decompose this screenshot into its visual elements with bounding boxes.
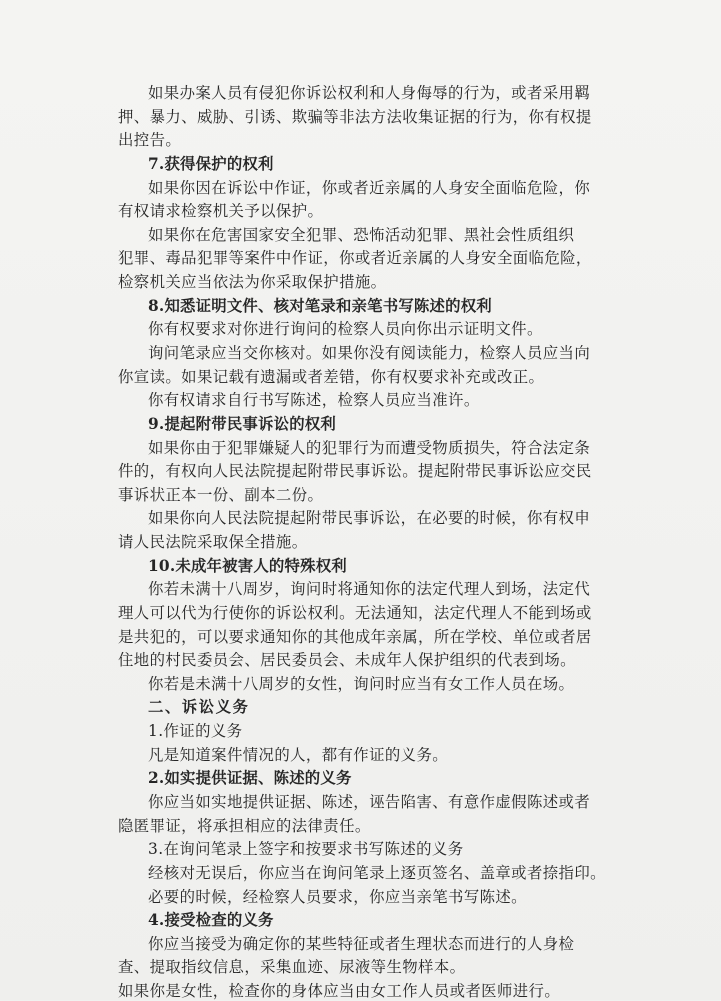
body-paragraph-line: 如果办案人员有侵犯你诉讼权利和人身侮辱的行为，或者采用羁 [148,84,591,102]
body-paragraph-line: 事诉状正本一份、副本二份。 [118,485,324,504]
body-paragraph-line: 经核对无误后，你应当在询问笔录上逐页签名、盖章或者捺指印。 [148,863,606,882]
body-paragraph-line: 你若未满十八周岁，询问时将通知你的法定代理人到场，法定代 [148,580,591,599]
subsection-heading: 2.如实提供证据、陈述的义务 [148,769,352,788]
body-paragraph-line: 如果你向人民法院提起附带民事诉讼，在必要的时候，你有权申 [148,509,591,528]
body-paragraph-line: 如果你是女性，检查你的身体应当由女工作人员或者医师进行。 [118,982,561,1000]
body-paragraph-line: 押、暴力、威胁、引诱、欺骗等非法方法收集证据的行为，你有权提 [118,107,592,126]
body-paragraph-line: 隐匿罪证，将承担相应的法律责任。 [118,816,371,835]
body-paragraph-line: 件的，有权向人民法院提起附带民事诉讼。提起附带民事诉讼应交民 [118,462,592,481]
body-paragraph-line: 你若是未满十八周岁的女性，询问时应当有女工作人员在场。 [148,674,575,693]
subsection-heading: 3.在询问笔录上签字和按要求书写陈述的义务 [148,840,464,859]
body-paragraph-line: 理人可以代为行使你的诉讼权利。无法通知，法定代理人不能到场或 [118,603,592,622]
body-paragraph-line: 你应当如实地提供证据、陈述，诬告陷害、有意作虚假陈述或者 [148,792,591,811]
body-paragraph-line: 请人民法院采取保全措施。 [118,533,308,551]
subsection-heading: 7.获得保护的权利 [148,154,274,173]
body-paragraph-line: 你有权请求自行书写陈述，检察人员应当准许。 [148,391,480,410]
body-paragraph-line: 检察机关应当依法为你采取保护措施。 [118,273,387,292]
subsection-heading: 4.接受检查的义务 [148,911,274,930]
body-paragraph-line: 你有权要求对你进行询问的检察人员向你出示证明文件。 [148,320,543,339]
subsection-heading: 1.作证的义务 [148,722,243,741]
body-paragraph-line: 如果你由于犯罪嫌疑人的犯罪行为而遭受物质损失，符合法定条 [148,438,591,457]
body-paragraph-line: 住地的村民委员会、居民委员会、未成年人保护组织的代表到场。 [118,651,576,670]
body-paragraph-line: 犯罪、毒品犯罪等案件中作证，你或者近亲属的人身安全面临危险， [118,249,592,268]
body-paragraph-line: 出控告。 [118,131,182,150]
body-paragraph-line: 凡是知道案件情况的人，都有作证的义务。 [148,745,449,764]
subsection-heading: 8.知悉证明文件、核对笔录和亲笔书写陈述的权利 [148,296,492,315]
body-paragraph-line: 你宣读。如果记载有遗漏或者差错，你有权要求补充或改正。 [118,367,545,386]
subsection-heading: 9.提起附带民事诉讼的权利 [148,414,336,433]
body-paragraph-line: 必要的时候，经检察人员要求，你应当亲笔书写陈述。 [148,887,527,906]
subsection-heading: 10.未成年被害人的特殊权利 [148,556,347,575]
body-paragraph-line: 有权请求检察机关予以保护。 [118,202,324,221]
body-paragraph-line: 如果你因在诉讼中作证，你或者近亲属的人身安全面临危险，你 [148,178,591,197]
body-paragraph-line: 询问笔录应当交你核对。如果你没有阅读能力，检察人员应当向 [148,343,591,362]
body-paragraph-line: 如果你在危害国家安全犯罪、恐怖活动犯罪、黑社会性质组织 [148,225,575,244]
section-heading: 二、诉讼义务 [148,698,250,717]
body-paragraph-line: 是共犯的，可以要求通知你的其他成年亲属，所在学校、单位或者居 [118,627,592,646]
body-paragraph-line: 查、提取指纹信息，采集血迹、尿液等生物样本。 [118,958,466,977]
body-paragraph-line: 你应当接受为确定你的某些特征或者生理状态而进行的人身检 [148,934,575,953]
